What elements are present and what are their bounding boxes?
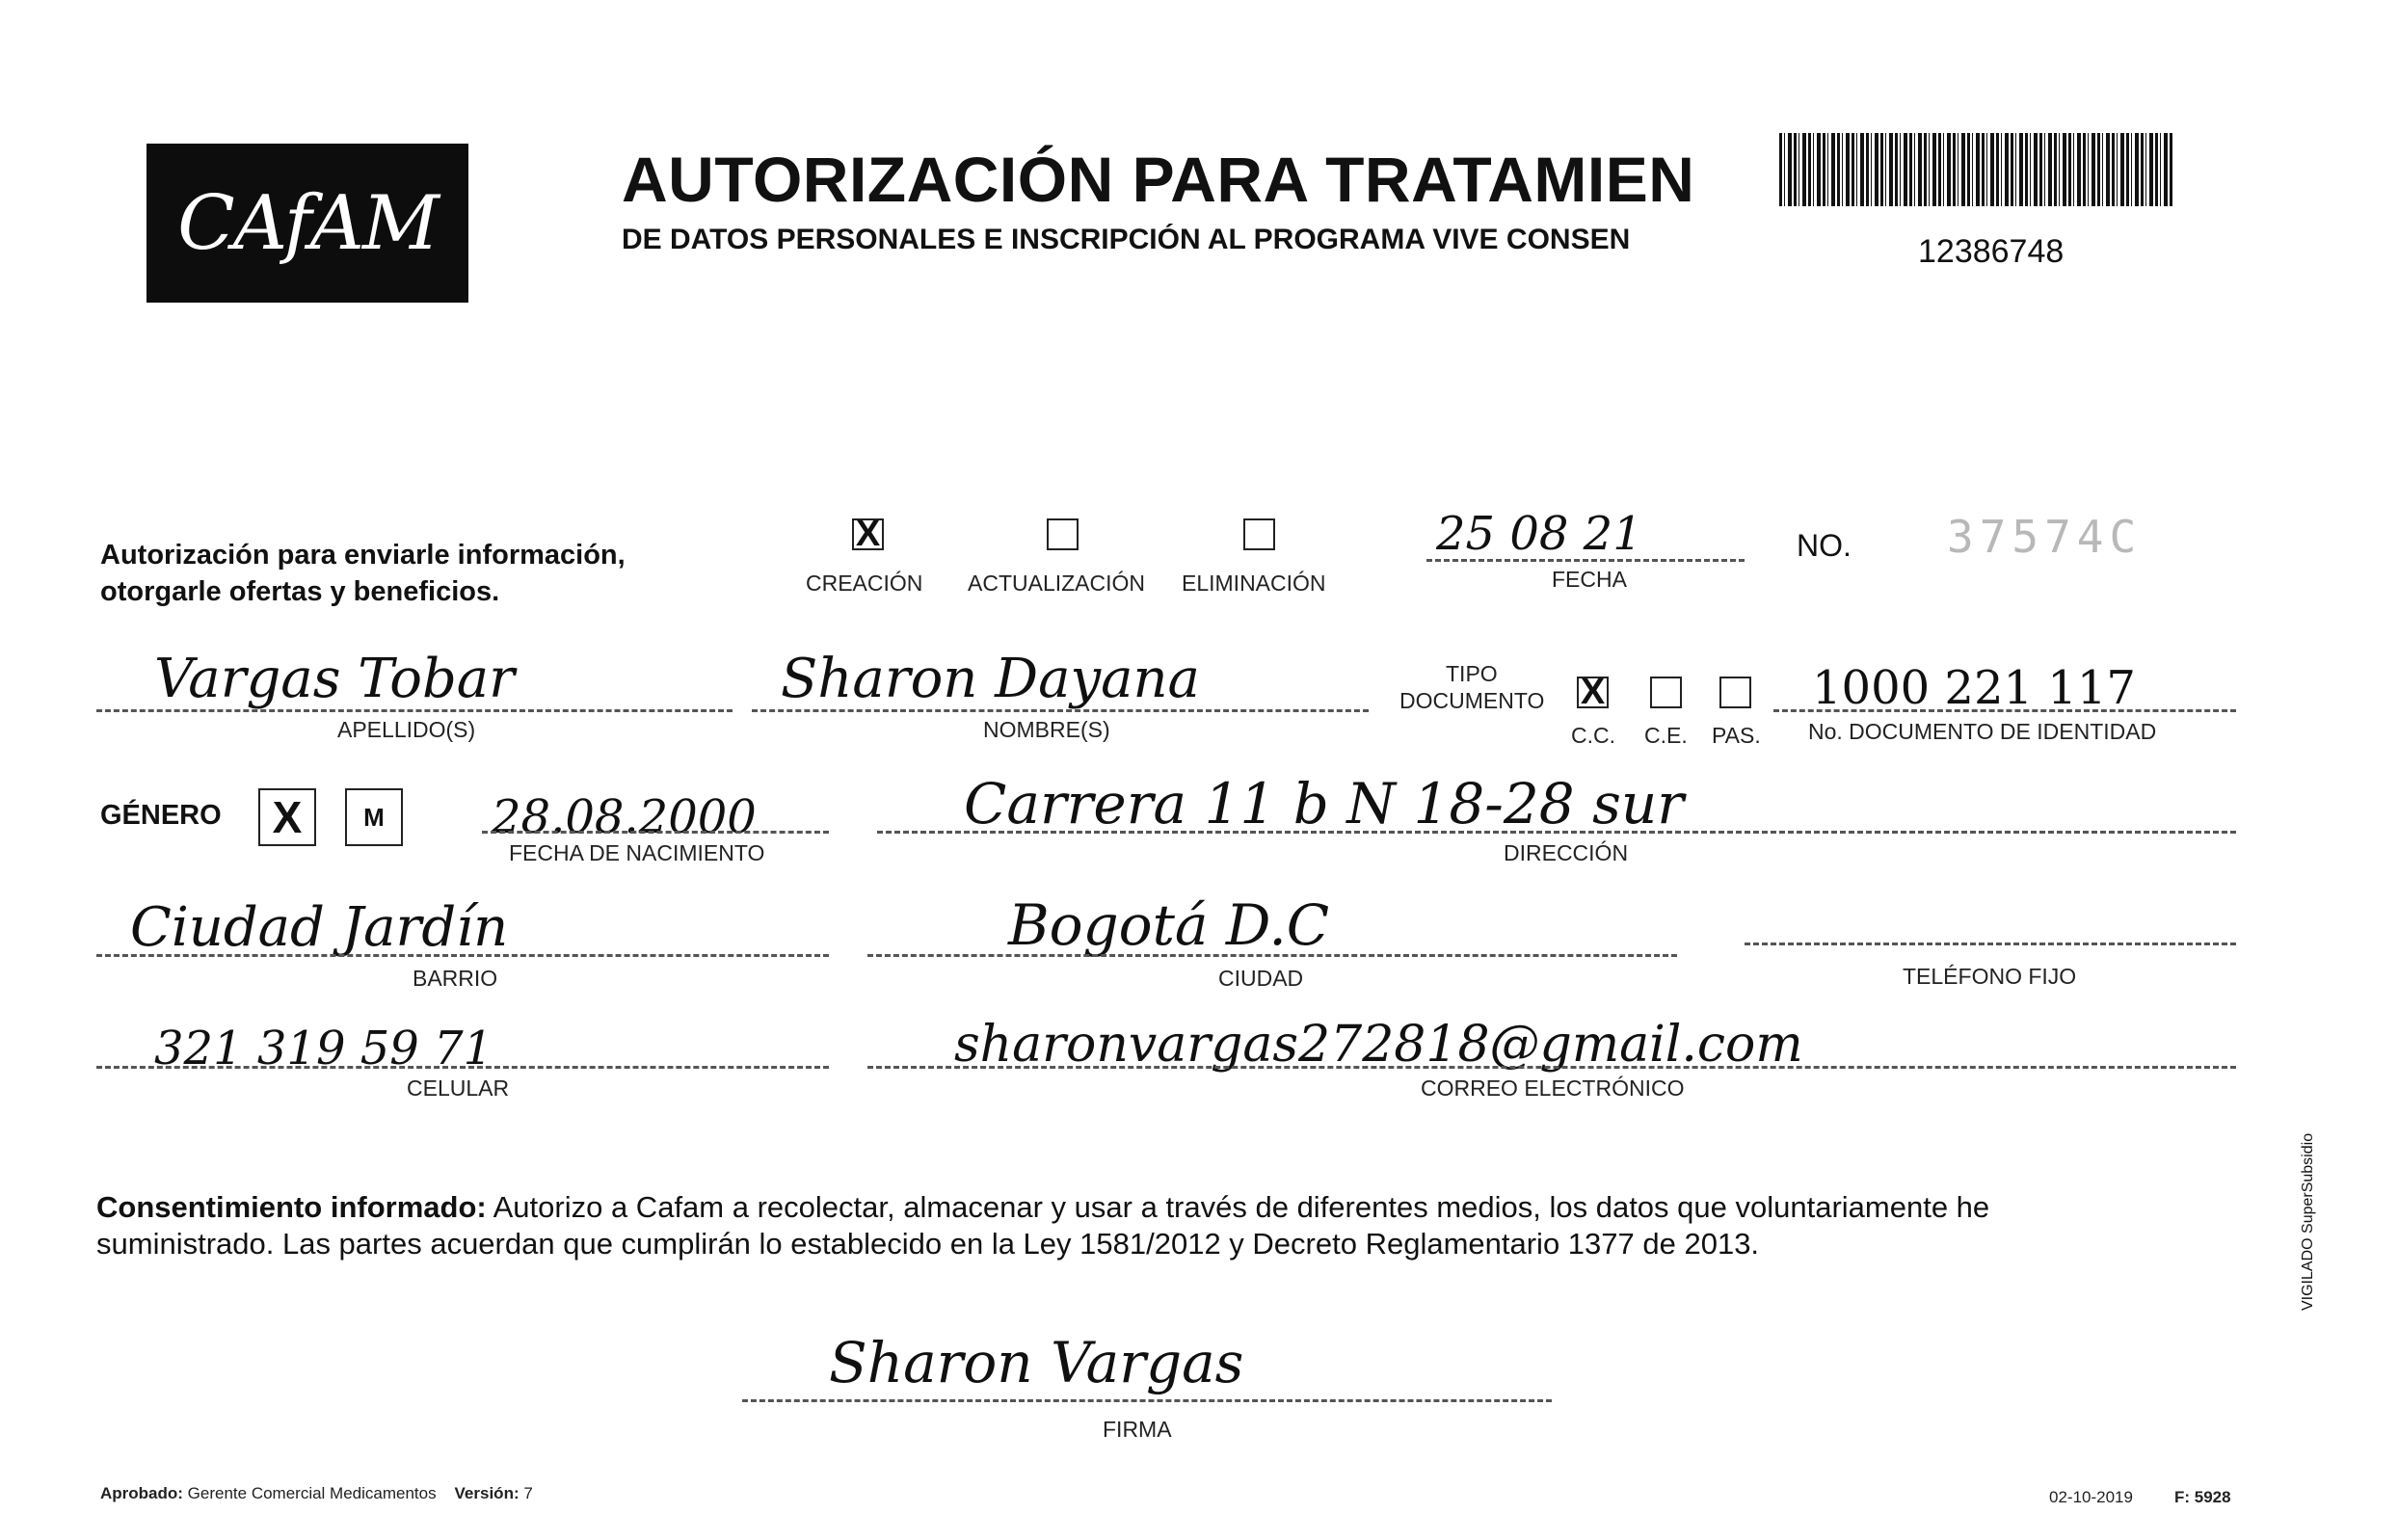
apellidos-label: APELLIDO(S) — [337, 717, 476, 742]
telefono-label: TELÉFONO FIJO — [1903, 964, 2077, 989]
documento-line — [1773, 709, 2236, 712]
direccion-line — [877, 831, 2236, 834]
ciudad-value[interactable]: Bogotá D.C — [1008, 892, 1330, 958]
correo-label: CORREO ELECTRÓNICO — [1421, 1075, 1685, 1101]
footer-date: 02-10-2019 — [2049, 1488, 2133, 1506]
ce-label: C.E. — [1644, 723, 1688, 748]
actualizacion-label: ACTUALIZACIÓN — [968, 571, 1146, 596]
celular-line — [96, 1066, 829, 1069]
fecha-value[interactable]: 25 08 21 — [1436, 507, 1642, 561]
direccion-label: DIRECCIÓN — [1504, 840, 1629, 865]
celular-value[interactable]: 321 319 59 71 — [154, 1022, 493, 1075]
authorization-label-line1: Autorización para enviarle información, — [100, 540, 626, 571]
authorization-label-line2: otorgarle ofertas y beneficios. — [100, 576, 500, 607]
barcode-number: 12386748 — [1918, 233, 2065, 270]
fecha-label: FECHA — [1552, 567, 1627, 592]
correo-line — [867, 1066, 2236, 1069]
no-label: NO. — [1797, 528, 1852, 563]
creacion-checkbox[interactable]: X — [852, 518, 884, 550]
direccion-value[interactable]: Carrera 11 b N 18-28 sur — [964, 771, 1684, 836]
fecha-line — [1426, 559, 1745, 562]
signature-line — [742, 1399, 1552, 1402]
footer-form-code: F: 5928 — [2174, 1488, 2231, 1506]
consent-line1 — [96, 1189, 2236, 1226]
version-value: 7 — [523, 1484, 533, 1502]
documento-label: No. DOCUMENTO DE IDENTIDAD — [1808, 719, 2157, 744]
signature-value[interactable]: Sharon Vargas — [829, 1330, 1244, 1395]
documento-value[interactable]: 1000 221 117 — [1812, 661, 2136, 715]
nombres-line — [752, 709, 1369, 712]
pas-label: PAS. — [1712, 723, 1761, 748]
celular-label: CELULAR — [407, 1075, 510, 1101]
telefono-line — [1745, 943, 2236, 945]
cc-checkbox[interactable]: X — [1577, 677, 1609, 708]
consent-text-line2: suministrado. Las partes acuerdan que cumplirán lo establecido en la Ley 1581/2012 y Decreto Reglamentario 1377 de 2013. — [96, 1227, 1760, 1261]
nombres-label: NOMBRE(S) — [983, 717, 1110, 742]
correo-value[interactable]: sharonvargas272818@gmail.com — [954, 1016, 1803, 1074]
eliminacion-label: ELIMINACIÓN — [1182, 571, 1326, 596]
form-title: AUTORIZACIÓN PARA TRATAMIEN — [622, 144, 1695, 215]
form-subtitle: DE DATOS PERSONALES E INSCRIPCIÓN AL PROGRAMA VIVE CONSEN — [622, 224, 1631, 255]
eliminacion-checkbox[interactable] — [1243, 518, 1275, 550]
nombres-value[interactable]: Sharon Dayana — [781, 648, 1200, 710]
tipo-label: TIPO — [1446, 661, 1498, 686]
documento-tipo-label: DOCUMENTO — [1399, 688, 1545, 713]
no-value: 37574C — [1947, 511, 2143, 563]
genero-f-checkbox[interactable]: X — [258, 788, 316, 846]
aprobado-value: Gerente Comercial Medicamentos — [187, 1484, 437, 1502]
apellidos-line — [96, 709, 733, 712]
footer-aprobado — [100, 1484, 533, 1503]
genero-label: GÉNERO — [100, 800, 222, 831]
ce-checkbox[interactable] — [1650, 677, 1682, 708]
nacimiento-label: FECHA DE NACIMIENTO — [509, 840, 765, 865]
consent-paragraph — [96, 1189, 2236, 1262]
consent-text-line1: Autorizo a Cafam a recolectar, almacenar y usar a través de diferentes medios, los datos que voluntariamente he — [486, 1190, 1990, 1224]
creacion-label: CREACIÓN — [806, 571, 923, 596]
consent-bold: Consentimiento informado: — [96, 1190, 487, 1224]
version-label: Versión: — [454, 1484, 520, 1502]
genero-m-checkbox[interactable]: M — [345, 788, 403, 846]
cc-label: C.C. — [1571, 723, 1615, 748]
apellidos-value[interactable]: Vargas Tobar — [154, 648, 515, 710]
vigilado-supersubsidio-text: VIGILADO SuperSubsidio — [2300, 1132, 2316, 1311]
barrio-value[interactable]: Ciudad Jardín — [130, 896, 509, 959]
ciudad-label: CIUDAD — [1218, 966, 1304, 991]
ciudad-line — [867, 954, 1677, 957]
barrio-label: BARRIO — [413, 966, 498, 991]
nacimiento-line — [482, 831, 829, 834]
aprobado-label: Aprobado: — [100, 1484, 183, 1502]
actualizacion-checkbox[interactable] — [1047, 518, 1079, 550]
pas-checkbox[interactable] — [1719, 677, 1751, 708]
cafam-logo: CAfAM — [147, 144, 468, 303]
barcode — [1779, 133, 2172, 206]
nacimiento-value[interactable]: 28.08.2000 — [492, 790, 757, 844]
signature-label: FIRMA — [1103, 1417, 1172, 1442]
barrio-line — [96, 954, 829, 957]
